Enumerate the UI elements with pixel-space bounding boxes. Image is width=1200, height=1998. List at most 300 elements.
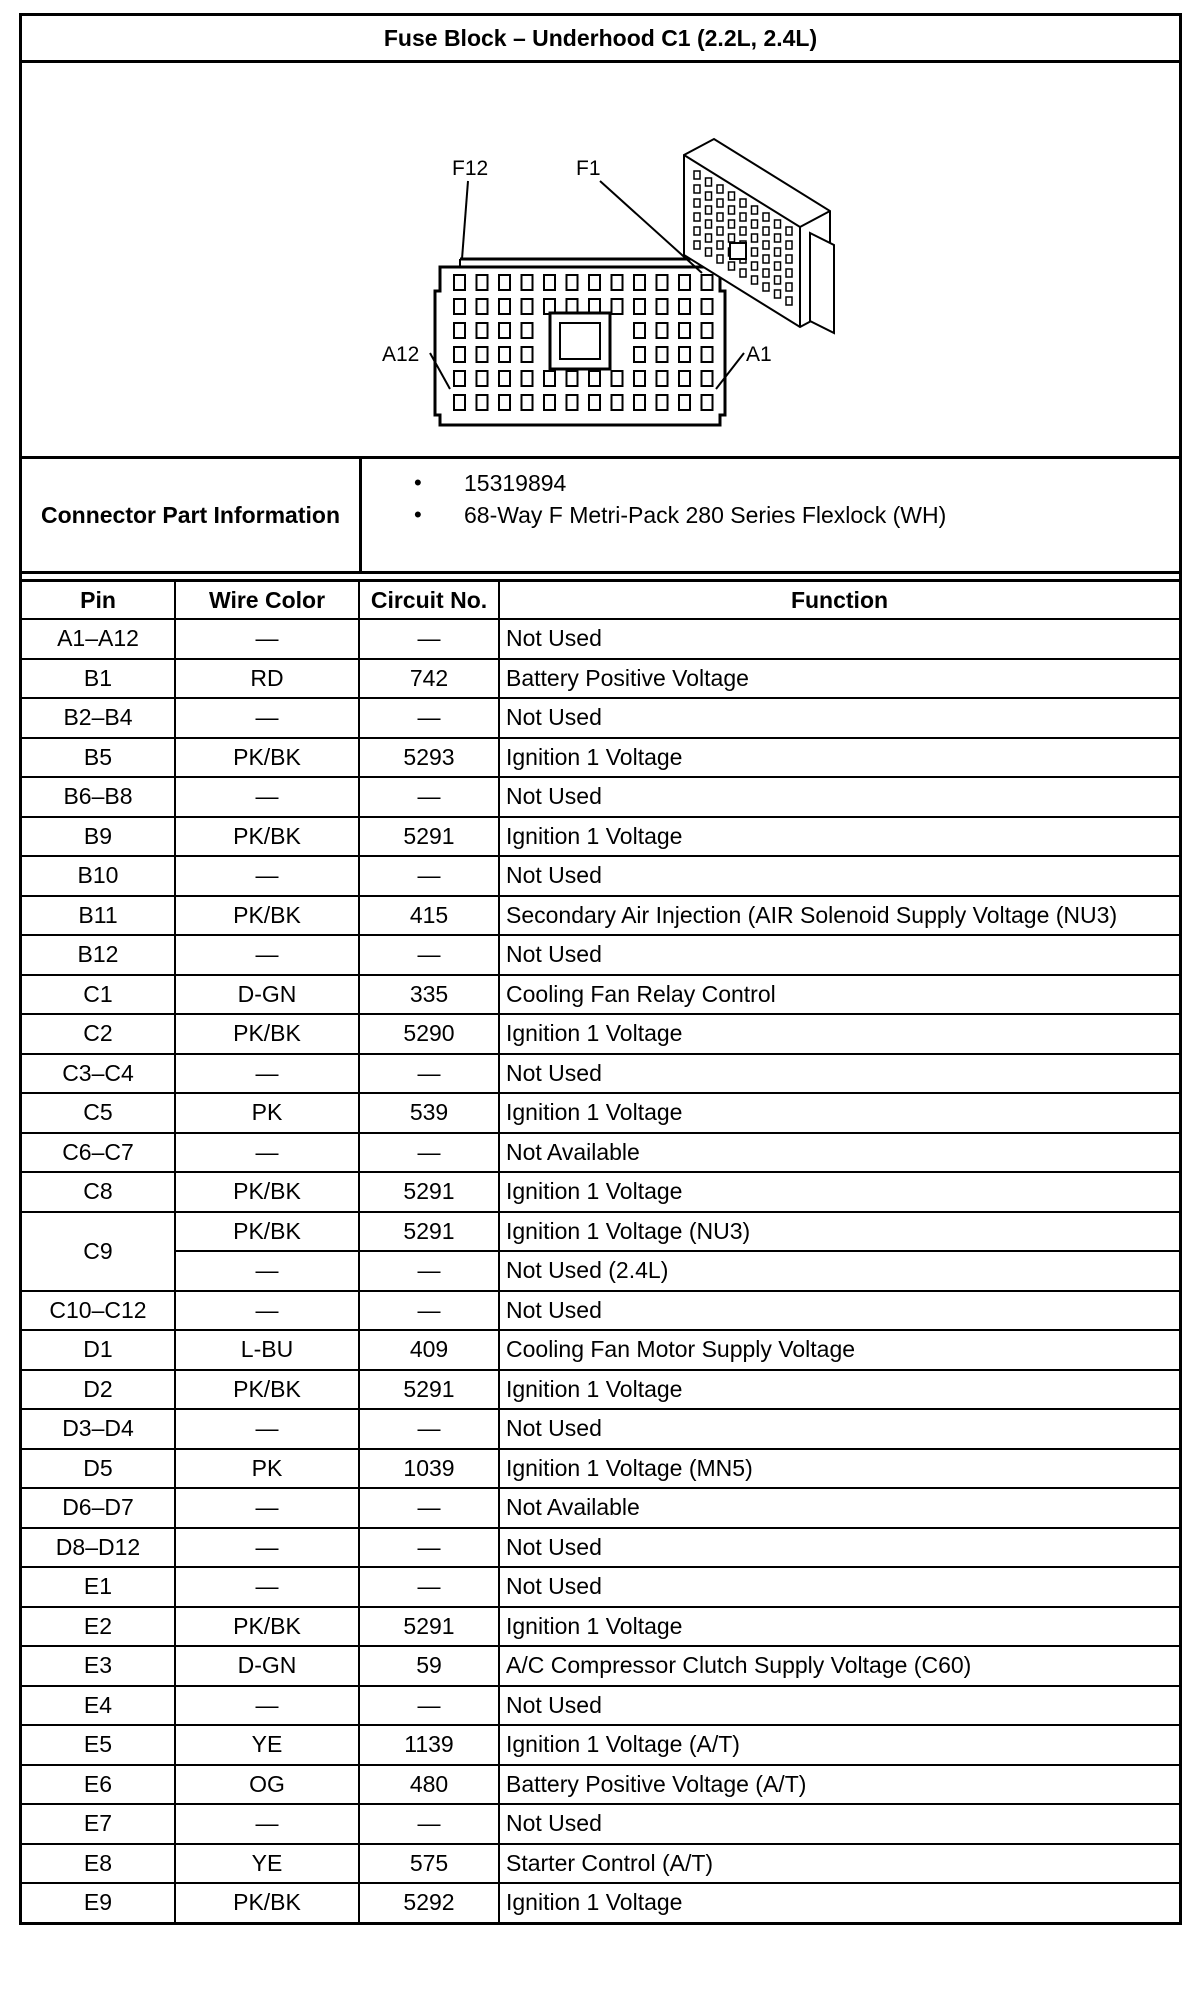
circuit-cell: —	[359, 1488, 499, 1528]
iso-terminal-cavity	[706, 220, 712, 228]
table-row	[22, 817, 1179, 857]
terminal-cavity	[612, 395, 623, 410]
circuit-cell: 5291	[359, 1172, 499, 1212]
function-cell: Ignition 1 Voltage	[499, 1883, 1179, 1922]
iso-terminal-cavity	[786, 227, 792, 235]
table-row	[22, 1804, 1179, 1844]
page-title: Fuse Block – Underhood C1 (2.2L, 2.4L)	[22, 16, 1179, 63]
iso-terminal-cavity	[752, 234, 758, 242]
terminal-cavity	[702, 299, 713, 314]
table-row	[22, 1409, 1179, 1449]
terminal-cavity	[634, 275, 645, 290]
circuit-cell: 409	[359, 1330, 499, 1370]
iso-terminal-cavity	[752, 262, 758, 270]
circuit-cell: —	[359, 1567, 499, 1607]
circuit-cell: —	[359, 856, 499, 896]
table-row	[22, 856, 1179, 896]
terminal-cavity	[657, 323, 668, 338]
terminal-cavity	[657, 395, 668, 410]
terminal-cavity	[702, 323, 713, 338]
wire-color-cell: D-GN	[175, 975, 359, 1015]
terminal-cavity	[477, 347, 488, 362]
table-row	[22, 1093, 1179, 1133]
pin-cell: B6–B8	[22, 777, 175, 817]
pin-cell: E8	[22, 1844, 175, 1884]
terminal-cavity	[499, 371, 510, 386]
terminal-cavity	[567, 275, 578, 290]
pin-cell: C10–C12	[22, 1291, 175, 1331]
function-cell: Not Used	[499, 1686, 1179, 1726]
wire-color-cell: —	[175, 856, 359, 896]
terminal-cavity	[657, 371, 668, 386]
function-cell: Ignition 1 Voltage (A/T)	[499, 1725, 1179, 1765]
terminal-cavity	[589, 371, 600, 386]
iso-terminal-cavity	[717, 227, 723, 235]
iso-terminal-cavity	[786, 255, 792, 263]
iso-terminal-cavity	[775, 276, 781, 284]
circuit-cell: 335	[359, 975, 499, 1015]
table-row	[22, 1765, 1179, 1805]
wire-color-cell: —	[175, 1686, 359, 1726]
pin-cell: E4	[22, 1686, 175, 1726]
iso-terminal-cavity	[694, 241, 700, 249]
label-f12: F12	[452, 157, 489, 180]
iso-terminal-cavity	[706, 192, 712, 200]
wire-color-cell: —	[175, 1804, 359, 1844]
iso-terminal-cavity	[740, 227, 746, 235]
circuit-cell: 415	[359, 896, 499, 936]
pin-cell: E5	[22, 1725, 175, 1765]
label-a1: A1	[746, 343, 772, 366]
table-row	[22, 1646, 1179, 1686]
iso-terminal-cavity	[729, 206, 735, 214]
function-cell: Ignition 1 Voltage	[499, 1607, 1179, 1647]
wire-color-cell: D-GN	[175, 1646, 359, 1686]
terminal-cavity	[477, 275, 488, 290]
pin-cell: A1–A12	[22, 619, 175, 659]
terminal-cavity	[702, 347, 713, 362]
table-row	[22, 1686, 1179, 1726]
pin-cell: E7	[22, 1804, 175, 1844]
terminal-cavity	[634, 347, 645, 362]
part-info-item	[414, 467, 1179, 499]
wire-color-cell: —	[175, 935, 359, 975]
terminal-cavity	[589, 395, 600, 410]
iso-terminal-cavity	[775, 248, 781, 256]
function-cell: Starter Control (A/T)	[499, 1844, 1179, 1884]
pin-cell: B11	[22, 896, 175, 936]
iso-terminal-cavity	[763, 283, 769, 291]
iso-terminal-cavity	[775, 220, 781, 228]
function-cell: Not Available	[499, 1133, 1179, 1173]
function-cell: Secondary Air Injection (AIR Solenoid Supply Voltage (NU3)	[499, 896, 1179, 936]
table-row	[22, 935, 1179, 975]
iso-terminal-cavity	[740, 269, 746, 277]
circuit-cell: 5291	[359, 1212, 499, 1252]
table-row	[22, 1330, 1179, 1370]
terminal-cavity	[454, 347, 465, 362]
iso-terminal-cavity	[717, 199, 723, 207]
table-row	[22, 1528, 1179, 1568]
pin-cell: C6–C7	[22, 1133, 175, 1173]
terminal-cavity	[634, 323, 645, 338]
iso-terminal-cavity	[694, 171, 700, 179]
table-row	[22, 619, 1179, 659]
pin-cell: D6–D7	[22, 1488, 175, 1528]
leader-a12	[430, 353, 450, 389]
terminal-cavity	[679, 347, 690, 362]
terminal-cavity	[657, 299, 668, 314]
wire-color-cell: —	[175, 698, 359, 738]
iso-terminal-cavity	[752, 248, 758, 256]
pin-cell: B9	[22, 817, 175, 857]
connector-description: 68-Way F Metri-Pack 280 Series Flexlock (WH)	[464, 501, 947, 528]
iso-terminal-cavity	[763, 255, 769, 263]
circuit-cell: 539	[359, 1093, 499, 1133]
function-cell: Ignition 1 Voltage (MN5)	[499, 1449, 1179, 1489]
terminal-cavity	[499, 395, 510, 410]
pin-cell: B10	[22, 856, 175, 896]
function-cell: Not Used	[499, 698, 1179, 738]
wire-color-cell: PK/BK	[175, 738, 359, 778]
wire-color-cell: —	[175, 1567, 359, 1607]
iso-terminal-cavity	[729, 262, 735, 270]
circuit-cell: —	[359, 1054, 499, 1094]
table-row	[22, 896, 1179, 936]
circuit-cell: —	[359, 1291, 499, 1331]
function-cell: Ignition 1 Voltage	[499, 1370, 1179, 1410]
table-row	[22, 1014, 1179, 1054]
table-row	[22, 1567, 1179, 1607]
circuit-cell: —	[359, 1528, 499, 1568]
function-cell: Ignition 1 Voltage (NU3)	[499, 1212, 1179, 1252]
terminal-cavity	[544, 371, 555, 386]
terminal-cavity	[477, 299, 488, 314]
iso-terminal-cavity	[786, 283, 792, 291]
terminal-cavity	[477, 395, 488, 410]
terminal-cavity	[499, 299, 510, 314]
pin-cell: D5	[22, 1449, 175, 1489]
function-cell: Not Used	[499, 856, 1179, 896]
terminal-cavity	[454, 299, 465, 314]
table-row	[22, 698, 1179, 738]
wire-color-cell: PK	[175, 1093, 359, 1133]
function-cell: Ignition 1 Voltage	[499, 1172, 1179, 1212]
table-row	[22, 1133, 1179, 1173]
circuit-cell: 742	[359, 659, 499, 699]
function-cell: Not Available	[499, 1488, 1179, 1528]
terminal-cavity	[679, 371, 690, 386]
wire-color-cell: PK/BK	[175, 1370, 359, 1410]
table-row	[22, 1054, 1179, 1094]
wire-color-cell: —	[175, 1291, 359, 1331]
terminal-cavity	[522, 347, 533, 362]
table-row	[22, 738, 1179, 778]
terminal-cavity	[634, 299, 645, 314]
function-cell: Not Used	[499, 1054, 1179, 1094]
pin-cell: C9	[22, 1212, 175, 1291]
terminal-cavity	[499, 347, 510, 362]
terminal-cavity	[657, 347, 668, 362]
wire-color-cell: PK/BK	[175, 1172, 359, 1212]
wire-color-cell: YE	[175, 1844, 359, 1884]
table-row	[22, 1251, 1179, 1291]
iso-terminal-cavity	[729, 220, 735, 228]
function-cell: Not Used	[499, 777, 1179, 817]
circuit-cell: —	[359, 1804, 499, 1844]
pin-cell: D2	[22, 1370, 175, 1410]
pin-cell: B5	[22, 738, 175, 778]
table-row	[22, 1844, 1179, 1884]
wire-color-cell: YE	[175, 1725, 359, 1765]
label-f1: F1	[576, 157, 601, 180]
circuit-cell: —	[359, 619, 499, 659]
iso-terminal-cavity	[706, 248, 712, 256]
iso-terminal-cavity	[694, 227, 700, 235]
wire-color-cell: PK/BK	[175, 817, 359, 857]
circuit-cell: —	[359, 1251, 499, 1291]
pin-cell: D8–D12	[22, 1528, 175, 1568]
bullet-icon: •	[414, 502, 422, 527]
table-row	[22, 1883, 1179, 1922]
terminal-cavity	[679, 299, 690, 314]
iso-terminal-cavity	[729, 192, 735, 200]
iso-terminal-cavity	[740, 199, 746, 207]
wire-color-cell: —	[175, 1488, 359, 1528]
circuit-cell: —	[359, 1409, 499, 1449]
pin-cell: E9	[22, 1883, 175, 1922]
pin-cell: C8	[22, 1172, 175, 1212]
function-cell: Ignition 1 Voltage	[499, 1093, 1179, 1133]
circuit-cell: 5290	[359, 1014, 499, 1054]
terminal-cavity	[589, 275, 600, 290]
iso-terminal-cavity	[706, 206, 712, 214]
iso-terminal-cavity	[729, 234, 735, 242]
terminal-cavity	[522, 323, 533, 338]
connector-part-information	[22, 459, 1179, 574]
iso-terminal-cavity	[717, 255, 723, 263]
table-row	[22, 1370, 1179, 1410]
circuit-cell: 59	[359, 1646, 499, 1686]
pin-cell: D3–D4	[22, 1409, 175, 1449]
part-info-label: Connector Part Information	[22, 459, 362, 571]
terminal-cavity	[454, 395, 465, 410]
table-row	[22, 1488, 1179, 1528]
iso-terminal-cavity	[706, 178, 712, 186]
label-a12: A12	[382, 343, 420, 366]
iso-terminal-cavity	[694, 199, 700, 207]
iso-terminal-cavity	[706, 234, 712, 242]
circuit-cell: 1039	[359, 1449, 499, 1489]
wire-color-cell: PK/BK	[175, 1014, 359, 1054]
pin-cell: C1	[22, 975, 175, 1015]
terminal-cavity	[522, 299, 533, 314]
column-header-function: Function	[499, 582, 1179, 619]
terminal-cavity	[702, 395, 713, 410]
terminal-cavity	[454, 275, 465, 290]
pin-cell: C3–C4	[22, 1054, 175, 1094]
circuit-cell: 575	[359, 1844, 499, 1884]
iso-terminal-cavity	[763, 241, 769, 249]
terminal-cavity	[679, 395, 690, 410]
table-row	[22, 1212, 1179, 1252]
pin-cell: E3	[22, 1646, 175, 1686]
wire-color-cell: —	[175, 777, 359, 817]
iso-terminal-cavity	[752, 276, 758, 284]
circuit-cell: 5292	[359, 1883, 499, 1922]
terminal-cavity	[522, 275, 533, 290]
circuit-cell: —	[359, 698, 499, 738]
function-cell: Not Used	[499, 619, 1179, 659]
wire-color-cell: L-BU	[175, 1330, 359, 1370]
terminal-cavity	[679, 323, 690, 338]
iso-terminal-cavity	[752, 220, 758, 228]
terminal-cavity	[634, 371, 645, 386]
terminal-cavity	[679, 275, 690, 290]
pin-cell: C2	[22, 1014, 175, 1054]
terminal-cavity	[634, 395, 645, 410]
function-cell: Not Used	[499, 1567, 1179, 1607]
circuit-cell: —	[359, 935, 499, 975]
terminal-cavity	[544, 275, 555, 290]
table-row	[22, 1172, 1179, 1212]
wire-color-cell: PK/BK	[175, 1883, 359, 1922]
pin-cell: E2	[22, 1607, 175, 1647]
iso-terminal-cavity	[786, 241, 792, 249]
function-cell: Not Used	[499, 1804, 1179, 1844]
wire-color-cell: RD	[175, 659, 359, 699]
wire-color-cell: —	[175, 1409, 359, 1449]
wire-color-cell: PK	[175, 1449, 359, 1489]
function-cell: Battery Positive Voltage (A/T)	[499, 1765, 1179, 1805]
iso-terminal-cavity	[752, 206, 758, 214]
terminal-cavity	[477, 323, 488, 338]
column-header-pin: Pin	[22, 582, 175, 619]
terminal-cavity	[522, 371, 533, 386]
iso-terminal-cavity	[717, 185, 723, 193]
wire-color-cell: —	[175, 1251, 359, 1291]
circuit-cell: —	[359, 777, 499, 817]
function-cell: Cooling Fan Relay Control	[499, 975, 1179, 1015]
wire-color-cell: —	[175, 1054, 359, 1094]
pin-cell: B2–B4	[22, 698, 175, 738]
terminal-cavity	[499, 323, 510, 338]
circuit-cell: 5291	[359, 1370, 499, 1410]
iso-terminal-cavity	[740, 213, 746, 221]
wire-color-cell: —	[175, 1528, 359, 1568]
terminal-cavity	[702, 371, 713, 386]
table-row	[22, 1725, 1179, 1765]
table-row	[22, 1607, 1179, 1647]
pin-cell: C5	[22, 1093, 175, 1133]
part-info-values	[362, 459, 1179, 571]
function-cell: Ignition 1 Voltage	[499, 738, 1179, 778]
pin-cell: E6	[22, 1765, 175, 1805]
circuit-cell: 5291	[359, 817, 499, 857]
iso-terminal-cavity	[694, 185, 700, 193]
table-row	[22, 1449, 1179, 1489]
function-cell: Not Used	[499, 1409, 1179, 1449]
terminal-cavity	[499, 275, 510, 290]
wire-color-cell: PK/BK	[175, 1212, 359, 1252]
function-cell: A/C Compressor Clutch Supply Voltage (C60)	[499, 1646, 1179, 1686]
circuit-cell: 5293	[359, 738, 499, 778]
leader-f12	[462, 181, 468, 259]
function-cell: Not Used (2.4L)	[499, 1251, 1179, 1291]
iso-terminal-cavity	[763, 227, 769, 235]
function-cell: Battery Positive Voltage	[499, 659, 1179, 699]
function-cell: Ignition 1 Voltage	[499, 817, 1179, 857]
wire-color-cell: OG	[175, 1765, 359, 1805]
pin-cell: D1	[22, 1330, 175, 1370]
bullet-icon: •	[414, 470, 422, 495]
iso-terminal-cavity	[717, 241, 723, 249]
table-row	[22, 975, 1179, 1015]
iso-terminal-cavity	[775, 290, 781, 298]
table-row	[22, 777, 1179, 817]
table-row	[22, 659, 1179, 699]
leader-a1	[716, 353, 744, 389]
connector-diagram	[22, 63, 1179, 456]
iso-terminal-cavity	[786, 269, 792, 277]
terminal-cavity	[702, 275, 713, 290]
pin-cell: B1	[22, 659, 175, 699]
terminal-cavity	[522, 395, 533, 410]
terminal-cavity	[454, 371, 465, 386]
terminal-cavity	[657, 275, 668, 290]
terminal-cavity	[567, 371, 578, 386]
iso-terminal-cavity	[694, 213, 700, 221]
part-info-item	[414, 499, 1179, 531]
terminal-cavity	[612, 371, 623, 386]
circuit-cell: —	[359, 1686, 499, 1726]
circuit-cell: 480	[359, 1765, 499, 1805]
wire-color-cell: —	[175, 1133, 359, 1173]
pinout-table	[22, 582, 1179, 1922]
pin-cell: E1	[22, 1567, 175, 1607]
function-cell: Not Used	[499, 1528, 1179, 1568]
iso-terminal-cavity	[763, 269, 769, 277]
table-row	[22, 1291, 1179, 1331]
iso-terminal-cavity	[763, 213, 769, 221]
terminal-cavity	[454, 323, 465, 338]
wire-color-cell: PK/BK	[175, 896, 359, 936]
wire-color-cell: —	[175, 619, 359, 659]
terminal-cavity	[612, 275, 623, 290]
column-header-wire-color: Wire Color	[175, 582, 359, 619]
pin-cell: B12	[22, 935, 175, 975]
wire-color-cell: PK/BK	[175, 1607, 359, 1647]
function-cell: Ignition 1 Voltage	[499, 1014, 1179, 1054]
function-cell: Not Used	[499, 1291, 1179, 1331]
terminal-cavity	[544, 395, 555, 410]
terminal-cavity	[477, 371, 488, 386]
terminal-cavity	[567, 395, 578, 410]
terminal-cavity	[612, 299, 623, 314]
connector-sheet	[19, 13, 1182, 1925]
column-header-circuit: Circuit No.	[359, 582, 499, 619]
part-number: 15319894	[464, 469, 567, 496]
iso-terminal-cavity	[786, 297, 792, 305]
section-divider	[22, 574, 1179, 582]
iso-terminal-cavity	[775, 234, 781, 242]
function-cell: Cooling Fan Motor Supply Voltage	[499, 1330, 1179, 1370]
circuit-cell: 5291	[359, 1607, 499, 1647]
iso-terminal-cavity	[717, 213, 723, 221]
iso-terminal-cavity	[775, 262, 781, 270]
circuit-cell: 1139	[359, 1725, 499, 1765]
circuit-cell: —	[359, 1133, 499, 1173]
